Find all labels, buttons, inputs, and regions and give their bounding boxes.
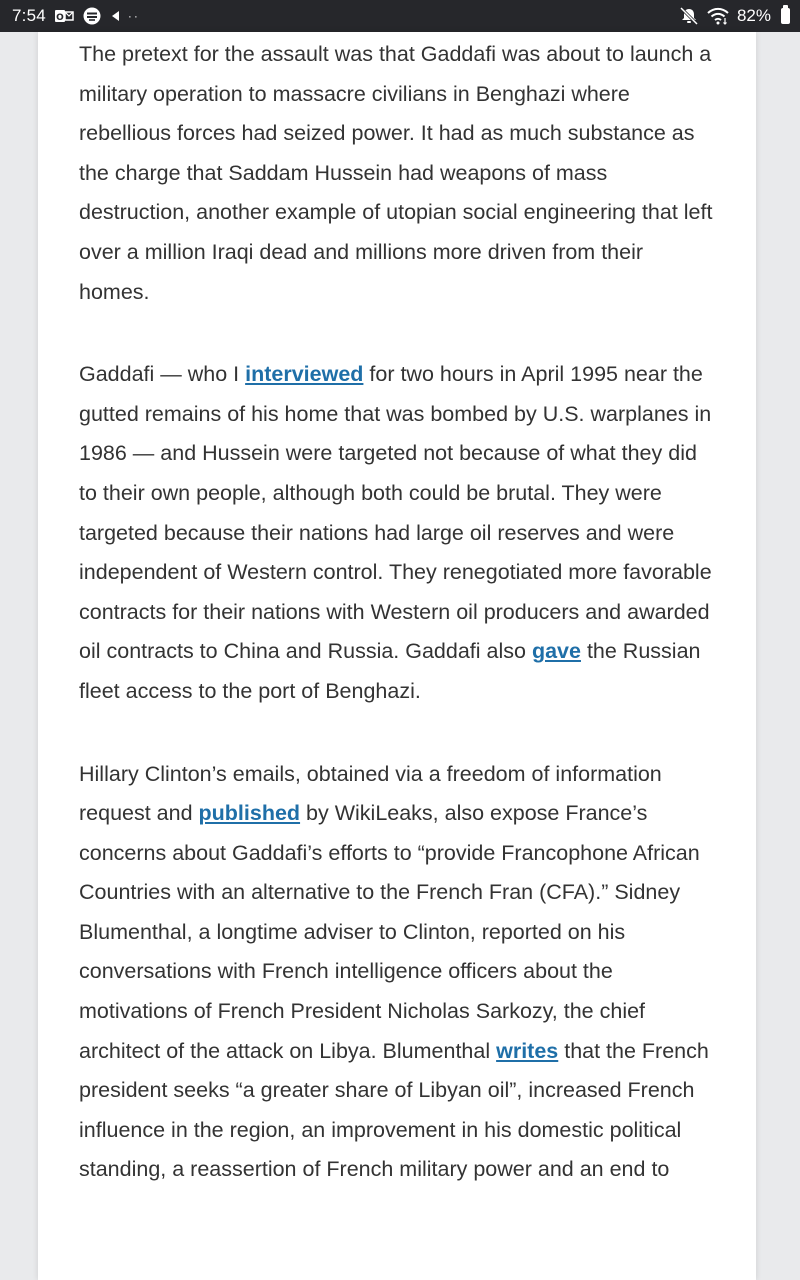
status-bar [0,0,800,32]
link-gave[interactable]: gave [531,639,581,664]
paragraph-1 [79,35,719,312]
svg-text:O: O [56,13,64,23]
paragraph-2 [79,355,719,711]
article-body [79,35,719,1233]
link-published[interactable]: published [198,801,301,826]
battery-icon [781,8,790,24]
paragraph-2-text-a: Gaddafi — who I [79,362,246,387]
more-notifications-dots: ·· [127,9,140,23]
paragraph-2-text-b: for two hours in April 1995 near the gutted remains of his home that was bombed by U.S. warplanes in 1986 — and Hussein were targeted not because of what they did to their own people, although both could be brutal. They were targeted because their nations had large oil reserves and were independent of Western control. They renegotiated more favorable contracts for their nations with Western oil producers and awarded oil contracts to China and Russia. Gaddafi also [79,362,712,664]
wifi-icon [707,7,729,25]
paragraph-2-text-c: the Russian fleet access to the port of Benghazi. [79,639,701,703]
paragraph-1-text: The pretext for the assault was that Gaddafi was about to launch a military operation to massacre civilians in Benghazi where rebellious forces had seized power. It had as much substance as the charge that Saddam Hussein had weapons of mass destruction, another example of utopian social engineering that left over a million Iraqi dead and millions more driven from their homes. [79,42,713,304]
browser-icon [82,6,102,26]
mute-icon [679,7,699,25]
status-bar-left [12,6,140,26]
outlook-icon [54,8,74,24]
paragraph-3-text-a: Hillary Clinton’s emails, obtained via a freedom of information request and [79,761,662,826]
play-back-icon [110,10,120,22]
link-interviewed[interactable]: interviewed [245,362,364,387]
status-bar-right [679,6,790,26]
battery-percent: 82% [736,6,771,25]
paragraph-3-text-c: that the French president seeks “a greater share of Libyan oil”, increased French influence in the region, an improvement in his domestic political standing, a reassertion of French military power and an end to [79,1038,709,1182]
article-page [38,32,756,1280]
paragraph-3-text-b: by WikiLeaks, also expose France’s concerns about Gaddafi’s efforts to “provide Francophone African Countries with an alternative to the French Fran (CFA).” Sidney Blumenthal, a longtime adviser to Clinton, reported on his conversations with French intelligence officers about the motivations of French President Nicholas Sarkozy, the chief architect of the attack on Libya. Blumenthal [79,801,700,1063]
paragraph-3 [79,755,719,1191]
clock: 7:54 [12,6,46,25]
link-writes[interactable]: writes [496,1038,559,1063]
